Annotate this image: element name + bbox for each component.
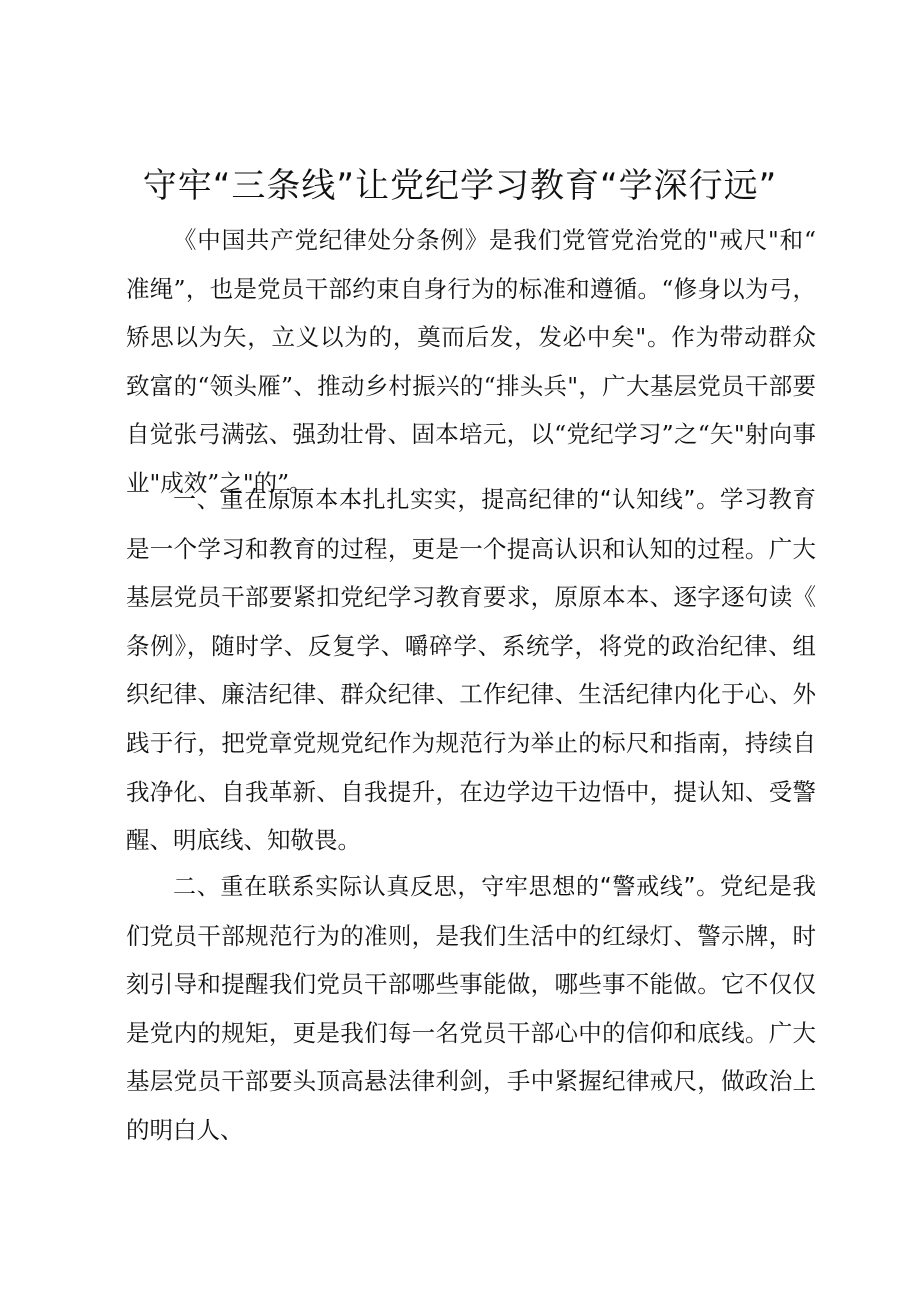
section-2-body: 党纪是我们党员干部规范行为的准则，是我们生活中的红绿灯、警示牌，时刻引导和提醒我们党员干部哪些事能做，哪些事不能做。它不仅仅是党内的规矩，更是我们每一名党员干部心中的信仰和底线。广大基层党员干部要头顶高悬法律利剑，手中紧握纪律戒尺，做政治上的明白人、 — [126, 872, 816, 1144]
section-1-heading: 一、重在原原本本扎扎实实，提高纪律的“认知线”。 — [173, 487, 720, 513]
section-1-paragraph — [126, 475, 816, 865]
document-title: 守牢“三条线”让党纪学习教育“学深行远” — [142, 166, 778, 206]
section-2-paragraph — [126, 862, 816, 1155]
intro-paragraph: 《中国共产党纪律处分条例》是我们党管党治党的"戒尺"和“准绳”，也是党员干部约束自身行为的标准和遵循。“修身以为弓，矫思以为矢，立义以为的，奠而后发，发必中矣"。作为带动群众致富的“领头雁”、推动乡村振兴的“排头兵"，广大基层党员干部要自觉张弓满弦、强劲壮骨、固本培元，以“党纪学习”之“矢"射向事业"成效”之"的”。 — [126, 226, 816, 497]
section-1-body: 学习教育是一个学习和教育的过程，更是一个提高认识和认知的过程。广大基层党员干部要紧扣党纪学习教育要求，原原本本、逐字逐句读《条例》，随时学、反复学、嚼碎学、系统学，将党的政治纪律、组织纪律、廉洁纪律、群众纪律、工作纪律、生活纪律内化于心、外践于行，把党章党规党纪作为规范行为举止的标尺和指南，持续自我净化、自我革新、自我提升，在边学边干边悟中，提认知、受警醒、明底线、知敬畏。 — [126, 485, 816, 855]
section-2-heading: 二、重在联系实际认真反思，守牢思想的“警戒线”。 — [173, 874, 720, 900]
